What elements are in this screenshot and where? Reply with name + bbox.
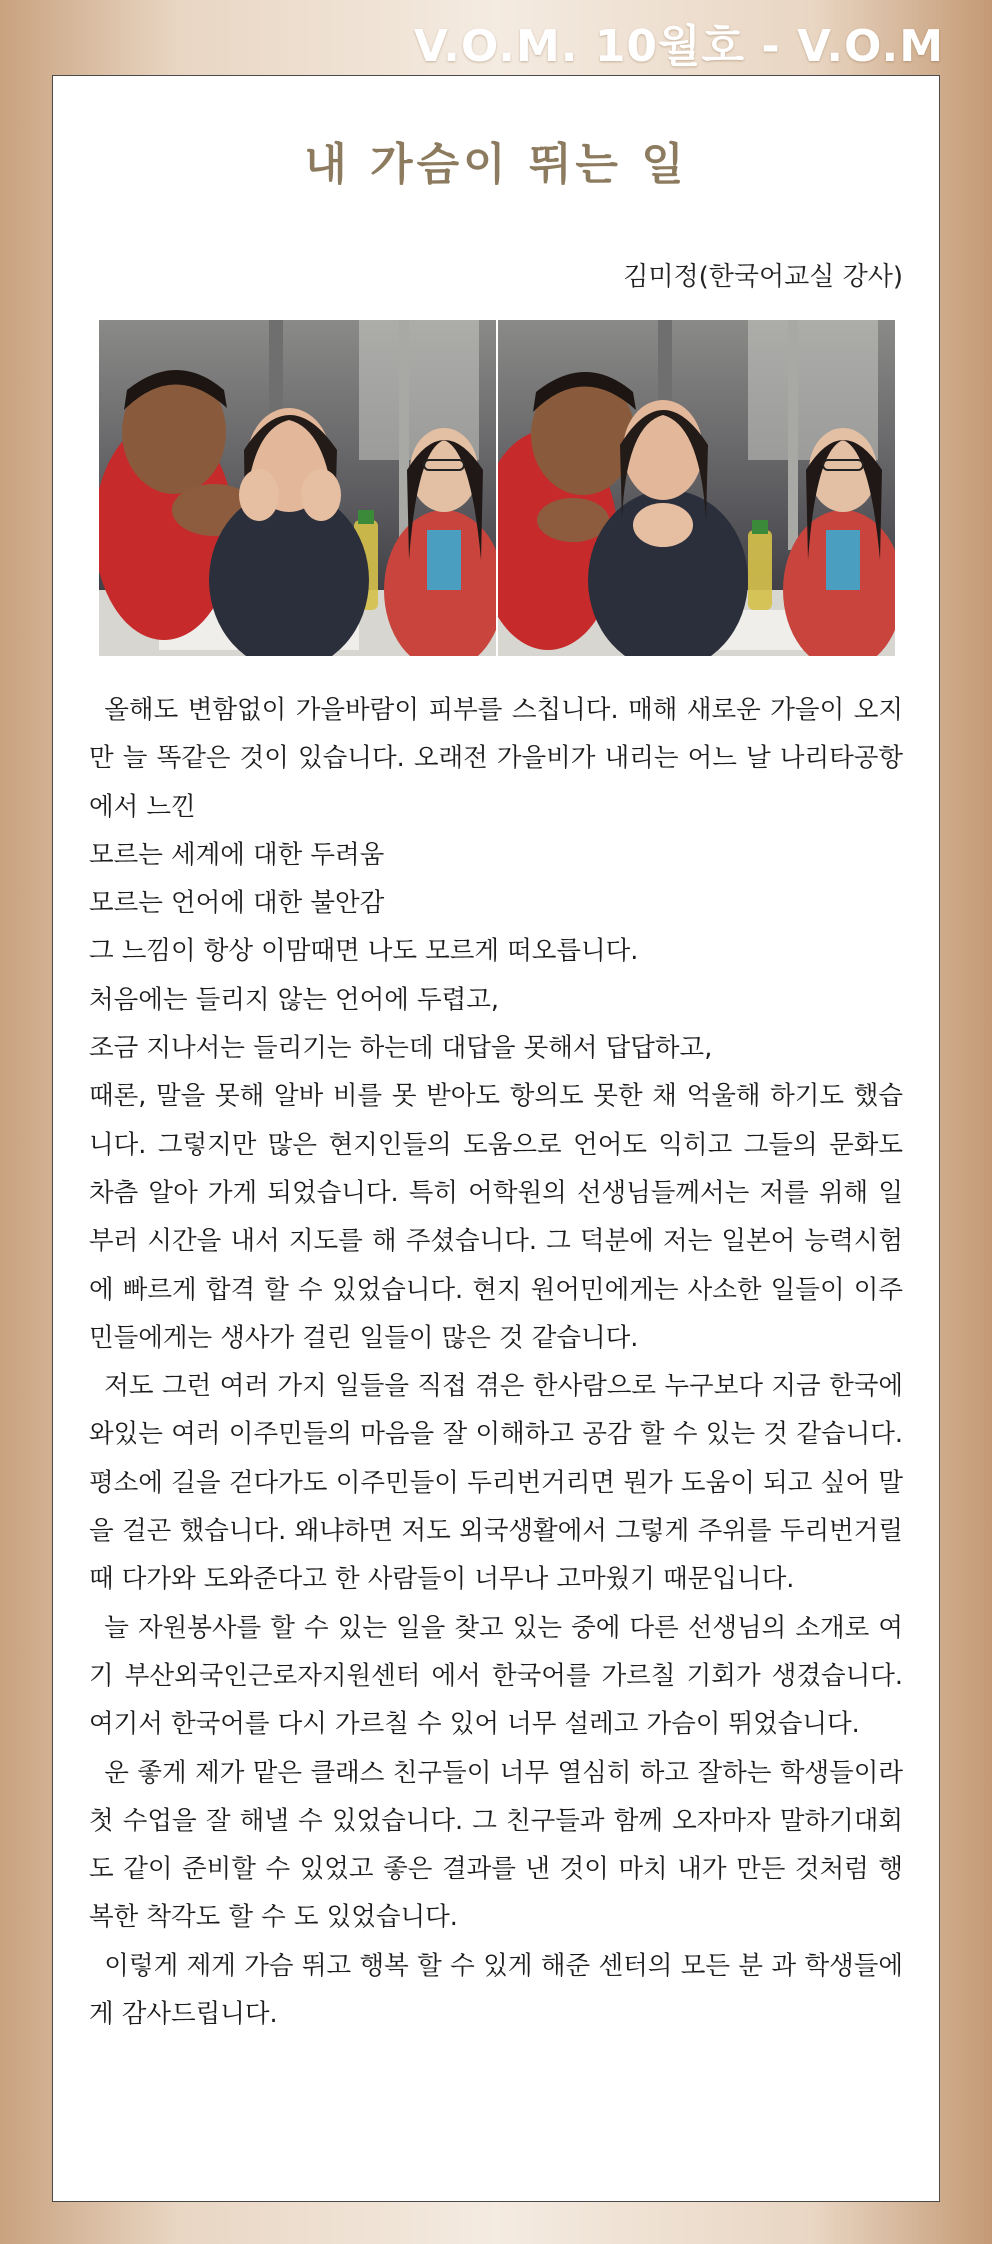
photo-left <box>99 320 496 656</box>
paragraph: 때론, 말을 못해 알바 비를 못 받아도 항의도 못한 채 억울해 하기도 했습니다. 그렇지만 많은 현지인들의 도움으로 언어도 익히고 그들의 문화도 차츰 알아 가게 되었습니다. 특히 어학원의 선생님들께서는 저를 위해 일부러 시간을 내서 지도를 해 주셨습니다. 그 덕분에 저는 일본어 능력시험에 빠르게 합격 할 수 있었습니다. 현지 원어민에게는 사소한 일들이 이주민들에게는 생사가 걸린 일들이 많은 것 같습니다. <box>89 1081 903 1353</box>
article-byline: 김미정(한국어교실 강사) <box>623 262 903 292</box>
paragraph: 이렇게 제게 가슴 뛰고 행복 할 수 있게 해준 센터의 모든 분 과 학생들에게 감사드립니다. <box>89 1950 903 2030</box>
paragraph: 올해도 변함없이 가을바람이 피부를 스칩니다. 매해 새로운 가을이 오지만 늘 똑같은 것이 있습니다. 오래전 가을비가 내리는 어느 날 나리타공항 에서 느낀 <box>89 695 903 822</box>
group-photo-illustration <box>99 320 496 656</box>
photo-right <box>498 320 895 656</box>
paragraph: 모르는 언어에 대한 불안감 <box>89 888 385 919</box>
paragraph: 저도 그런 여러 가지 일들을 직접 겪은 한사람으로 누구보다 지금 한국에 와있는 여러 이주민들의 마음을 잘 이해하고 공감 할 수 있는 것 같습니다. 평소에 길을 걷다가도 이주민들이 두리번거리면 뭔가 도움이 되고 싶어 말을 걸곤 했습니다. 왜냐하면 저도 외국생활에서 그렇게 주위를 두리번거릴 때 다가와 도와준다고 한 사람들이 너무나 고마웠기 때문입니다. <box>89 1371 903 1595</box>
paragraph: 운 좋게 제가 맡은 클래스 친구들이 너무 열심히 하고 잘하는 학생들이라 첫 수업을 잘 해낼 수 있었습니다. 그 친구들과 함께 오자마자 말하기대회도 같이 준비할 수 있었고 좋은 결과를 낸 것이 마치 내가 만든 것처럼 행복한 착각도 할 수 도 있었습니다. <box>89 1757 903 1933</box>
magazine-issue-title: V.O.M. 10월호 - V.O.M <box>413 21 944 72</box>
paragraph: 그 느낌이 항상 이맘때면 나도 모르게 떠오릅니다. <box>89 936 639 967</box>
paragraph: 처음에는 들리지 않는 언어에 두렵고, <box>89 984 500 1015</box>
paragraph: 늘 자원봉사를 할 수 있는 일을 찾고 있는 중에 다른 선생님의 소개로 여기 부산외국인근로자지원센터 에서 한국어를 가르칠 기회가 생겼습니다. 여기서 한국어를 다시 가르칠 수 있어 너무 설레고 가슴이 뛰었습니다. <box>89 1612 903 1740</box>
group-photo-illustration <box>498 320 895 656</box>
paragraph: 조금 지나서는 들리기는 하는데 대답을 못해서 답답하고, <box>89 1033 713 1064</box>
paragraph: 모르는 세계에 대한 두려움 <box>89 839 385 870</box>
article-body <box>89 686 903 2038</box>
article-title: 내 가슴이 뛰는 일 <box>304 139 688 190</box>
article-page <box>52 75 940 2202</box>
header-bar <box>0 0 992 75</box>
photo-strip <box>99 320 895 656</box>
